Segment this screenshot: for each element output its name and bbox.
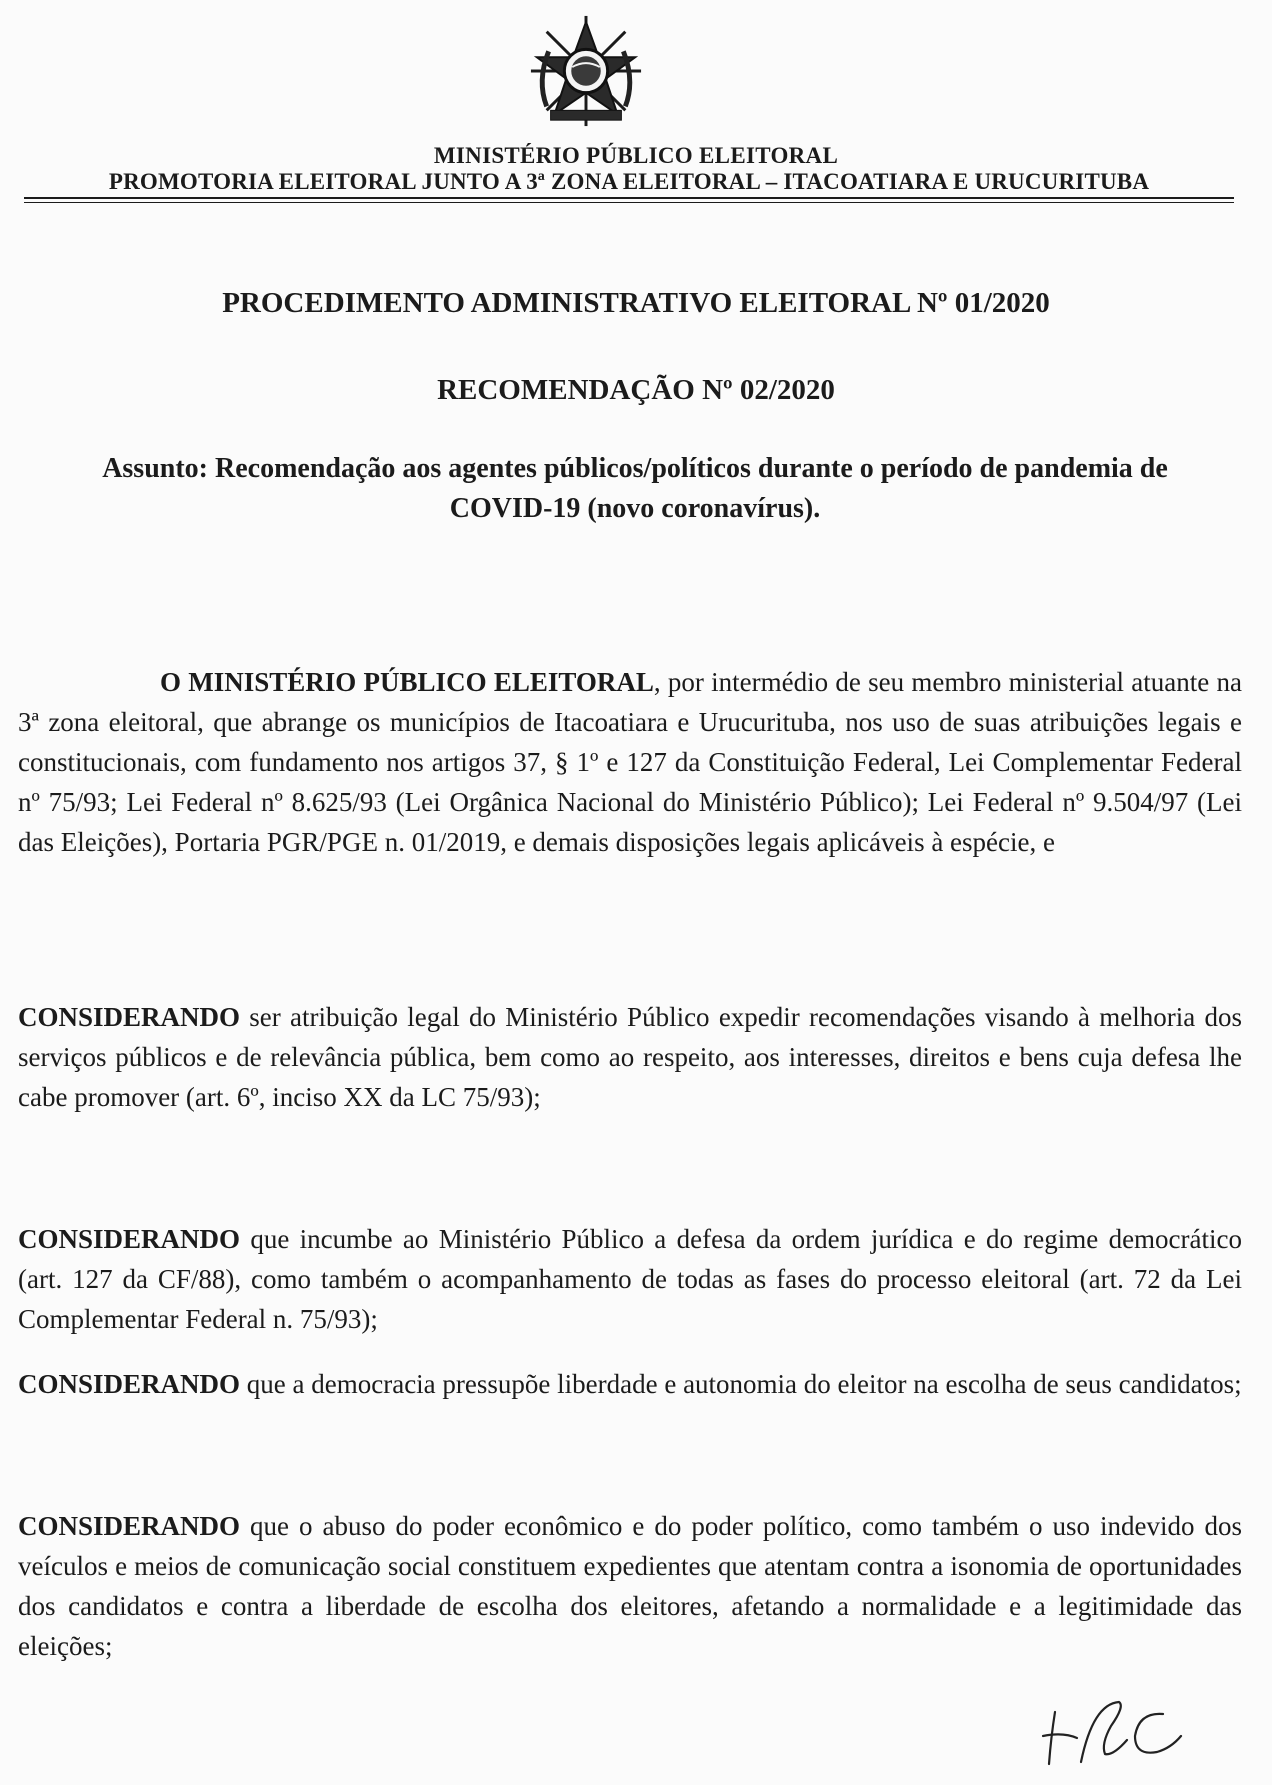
brazil-coat-of-arms-icon [527,12,645,130]
paragraph-text: que a democracia pressupõe liberdade e autonomia do eleitor na escolha de seus candidatos; [240,1369,1242,1399]
paragraph-text: que incumbe ao Ministério Público a defesa da ordem jurídica e do regime democrático (art. 127 da CF/88), como também o acompanhamento de todas as fases do processo eleitoral (art. 72 da Lei Complementar Federal n. 75/93); [18,1224,1242,1334]
paragraph-lead: CONSIDERANDO [18,1224,241,1254]
considerando-paragraph [18,1506,1242,1666]
paragraph-lead: CONSIDERANDO [18,1369,241,1399]
paragraph-lead: CONSIDERANDO [18,1511,241,1541]
considerando-paragraph [18,1219,1242,1339]
paragraph-text: que o abuso do poder econômico e do poder político, como também o uso indevido dos veículos e meios de comunicação social constituem expedientes que atentam contra a isonomia de oportunidades dos candidatos e contra a liberdade de escolha dos eleitores, afetando a normalidade e a legitimidade das eleições; [18,1511,1242,1661]
considerando-paragraph [18,997,1242,1117]
recommendation-title: RECOMENDAÇÃO Nº 02/2020 [437,374,835,406]
header-rule-thin [24,202,1234,203]
header-rule [24,197,1234,199]
procedure-title: PROCEDIMENTO ADMINISTRATIVO ELEITORAL Nº 01/2020 [222,287,1050,319]
paragraph-lead: CONSIDERANDO [18,1002,241,1032]
paragraph-lead: O MINISTÉRIO PÚBLICO ELEITORAL [160,667,654,697]
considerando-paragraph [18,1364,1242,1404]
paragraph-text: ser atribuição legal do Ministério Público expedir recomendações visando à melhoria dos serviços públicos e de relevância pública, bem como ao respeito, aos interesses, direitos e bens cuja defesa lhe cabe promover (art. 6º, inciso XX da LC 75/93); [18,1002,1242,1112]
handwritten-initials-icon [1035,1692,1190,1767]
office-name: PROMOTORIA ELEITORAL JUNTO A 3ª ZONA ELEITORAL – ITACOATIARA E URUCURITUBA [108,169,1150,194]
subject-text: Recomendação aos agentes públicos/políticos durante o período de pandemia de COVID-19 (novo coronavírus). [215,453,1168,524]
organization-name: MINISTÉRIO PÚBLICO ELEITORAL [433,143,839,168]
subject-label: Assunto: [102,453,208,484]
paragraph-text: , por intermédio de seu membro ministerial atuante na 3ª zona eleitoral, que abrange os municípios de Itacoatiara e Urucurituba, nos uso de suas atribuições legais e constitucionais, com fundamento nos artigos 37, § 1º e 127 da Constituição Federal, Lei Complementar Federal nº 75/93; Lei Federal nº 8.625/93 (Lei Orgânica Nacional do Ministério Público); Lei Federal nº 9.504/97 (Lei das Eleições), Portaria PGR/PGE n. 01/2019, e demais disposições legais aplicáveis à espécie, e [18,667,1242,857]
body-paragraph [18,662,1242,862]
subject-line [70,449,1200,529]
